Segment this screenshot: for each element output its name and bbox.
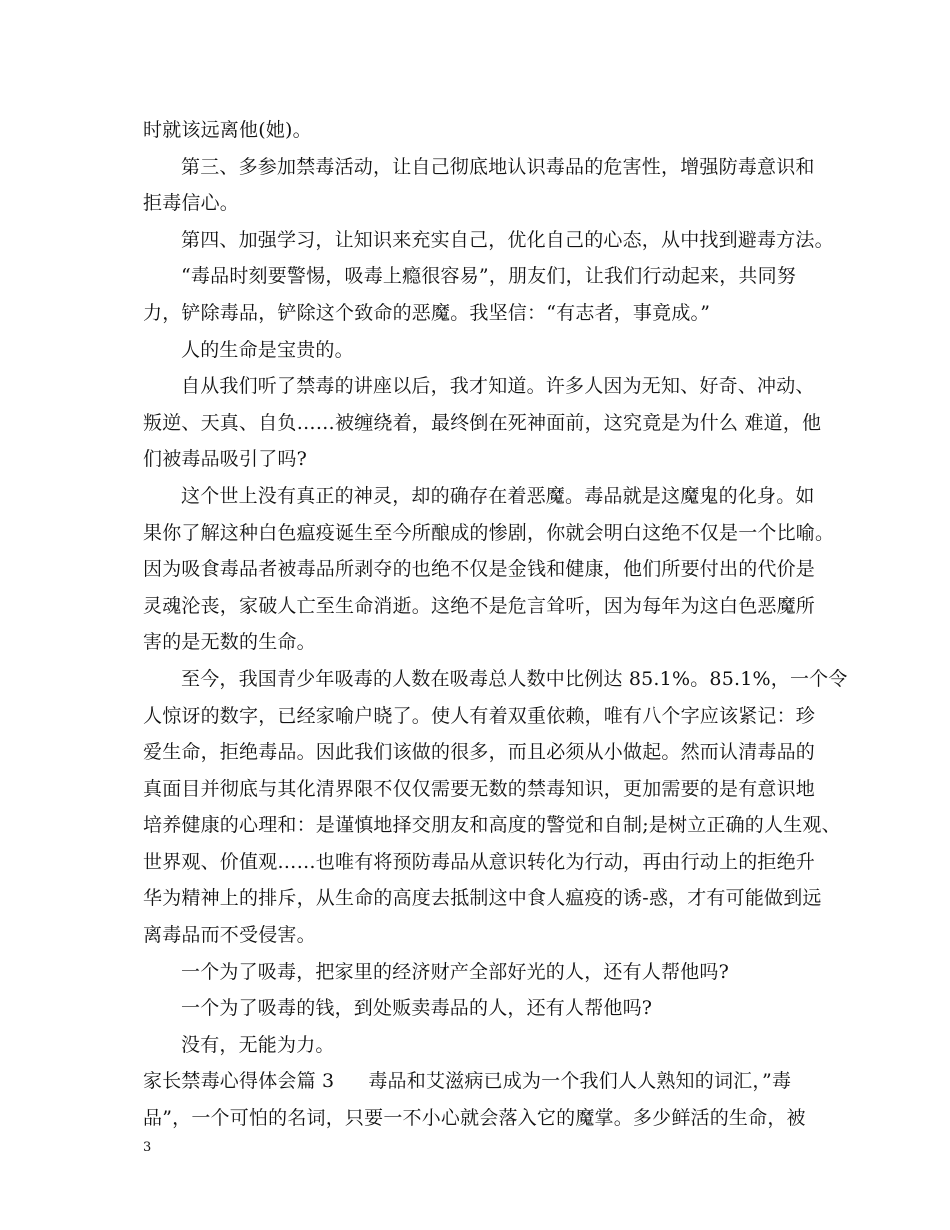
text-line: 华为精神上的排斥，从生命的高度去抵制这中食人瘟疫的诱-惑，才有可能做到远: [143, 887, 822, 910]
text-line: 一个为了吸毒，把家里的经济财产全部好光的人，还有人帮他吗?: [181, 960, 729, 983]
text-line: 自从我们听了禁毒的讲座以后，我才知道。许多人因为无知、好奇、冲动、: [181, 375, 815, 398]
section-heading: 家长禁毒心得体会篇 3: [143, 1070, 335, 1093]
text-line: 时就该远离他(她)。: [143, 119, 312, 141]
text-line: 离毒品而不受侵害。: [143, 924, 316, 947]
text-line: 培养健康的心理和：是谨慎地择交朋友和高度的警觉和自制;是树立正确的人生观、: [143, 814, 841, 837]
text-line: 这个世上没有真正的神灵，却的确存在着恶魔。毒品就是这魔鬼的化身。如: [181, 484, 815, 507]
text-line: 害的是无数的生命。: [143, 631, 316, 654]
page-number: 3: [143, 1140, 152, 1155]
text-line: 们被毒品吸引了吗?: [143, 448, 307, 471]
text-line: 品”，一个可怕的名词，只要一不小心就会落入它的魔掌。多少鲜活的生命，被: [143, 1107, 806, 1130]
text-line: 爱生命，拒绝毒品。因此我们该做的很多，而且必须从小做起。然而认清毒品的: [143, 741, 816, 764]
section-heading-line: [143, 1063, 823, 1100]
text-line: 拒毒信心。: [143, 192, 240, 215]
text-line: 叛逆、天真、自负……被缠绕着，最终倒在死神面前，这究竟是为什么 难道，他: [143, 411, 822, 434]
text-line: 力，铲除毒品，铲除这个致命的恶魔。我坚信：“有志者，事竟成。”: [143, 301, 711, 324]
text-line: 真面目并彻底与其化清界限不仅仅需要无数的禁毒知识，更加需要的是有意识地: [143, 777, 816, 800]
text-line: 人惊讶的数字，已经家喻户晓了。使人有着双重依赖，唯有八个字应该紧记：珍: [143, 704, 816, 727]
text-line: “毒品时刻要警惕，吸毒上瘾很容易”，朋友们，让我们行动起来，共同努: [181, 265, 797, 288]
text-line: 果你了解这种白色瘟疫诞生至今所酿成的惨剧，你就会明白这绝不仅是一个比喻。: [143, 521, 835, 544]
text-line: 至今，我国青少年吸毒的人数在吸毒总人数中比例达 85.1%。85.1%，一个令: [181, 667, 848, 690]
text-line: 世界观、价值观……也唯有将预防毒品从意识转化为行动，再由行动上的拒绝升: [143, 850, 816, 873]
text-line: 没有，无能为力。: [181, 1033, 335, 1056]
text-line: 第四、加强学习，让知识来充实自己，优化自己的心态，从中找到避毒方法。: [181, 228, 834, 251]
body-text: [143, 112, 848, 1137]
text-line: 因为吸食毒品者被毒品所剥夺的也绝不仅是金钱和健康，他们所要付出的代价是: [143, 558, 816, 581]
text-line: 第三、多参加禁毒活动，让自己彻底地认识毒品的危害性，增强防毒意识和: [181, 155, 815, 178]
text-line: 灵魂沦丧，家破人亡至生命消逝。这绝不是危言耸听，因为每年为这白色恶魔所: [143, 594, 816, 617]
text-line: 一个为了吸毒的钱，到处贩卖毒品的人，还有人帮他吗?: [181, 997, 653, 1020]
section-first-line: 毒品和艾滋病已成为一个我们人人熟知的词汇，”毒: [368, 1070, 792, 1093]
text-line: 人的生命是宝贵的。: [181, 338, 354, 361]
